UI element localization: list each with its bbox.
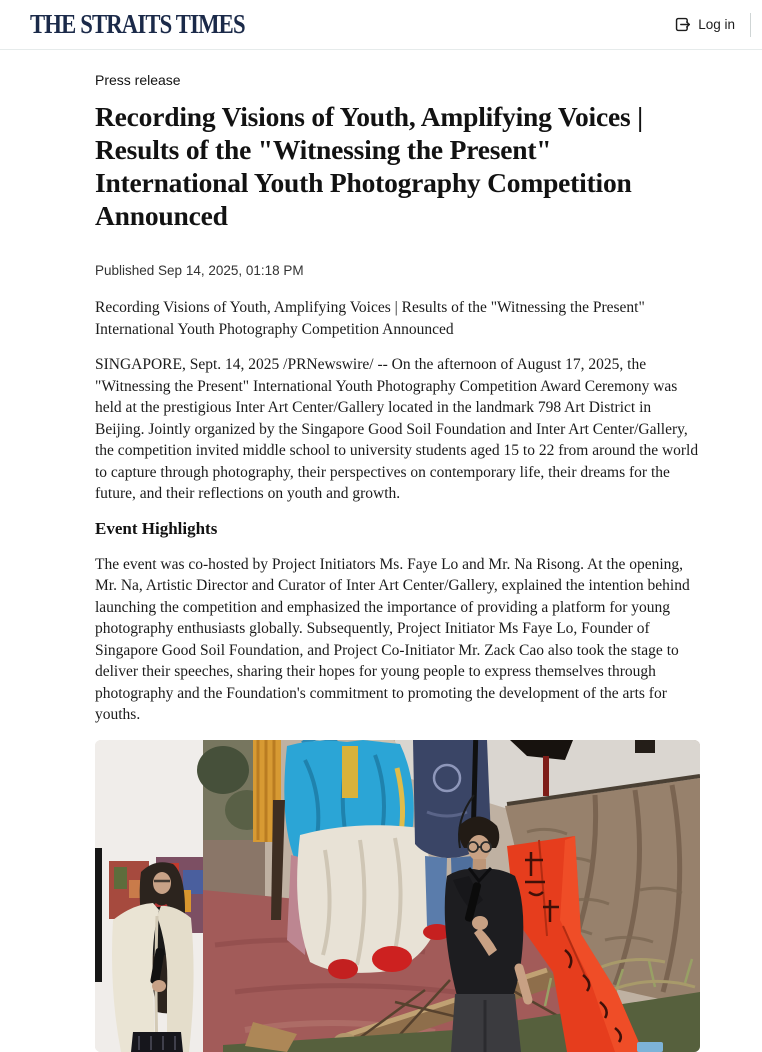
- header-actions: [672, 13, 751, 37]
- article-body: [95, 50, 700, 1052]
- article-paragraph: Recording Visions of Youth, Amplifying Voices | Results of the "Witnessing the Present" International Youth Photography Competition Announced: [95, 299, 645, 338]
- section-heading-event-highlights: Event Highlights: [95, 518, 218, 538]
- award-ceremony-photo: [95, 740, 700, 1052]
- article-title: Recording Visions of Youth, Amplifying Voices | Results of the "Witnessing the Present" International Youth Photography Competition Announced: [95, 101, 644, 231]
- header-divider: [750, 13, 751, 37]
- tv-screen-edge: [95, 848, 102, 982]
- brand-logo[interactable]: THE STRAITS TIMES: [30, 9, 245, 39]
- article-paragraph: SINGAPORE, Sept. 14, 2025 /PRNewswire/ -- On the afternoon of August 17, 2025, the "Witnessing the Present" International Youth Photography Competition Award Ceremony was held at the prestigious Inter Art Center/Gallery located in the landmark 798 Art District in Beijing. Jointly organized by the Singapore Good Soil Foundation and Inter Art Center/Gallery, the competition invited middle school to university students aged 15 to 22 from around the world to capture through photography, their perspectives on contemporary life, their dreams for the future, and their reflections on youth and growth.: [95, 356, 699, 502]
- login-icon: [674, 16, 691, 33]
- article-kicker: Press release: [95, 72, 181, 88]
- site-header: [0, 0, 762, 50]
- article-photo: [95, 740, 700, 1052]
- published-timestamp: Published Sep 14, 2025, 01:18 PM: [95, 263, 304, 278]
- article-paragraph: The event was co-hosted by Project Initiators Ms. Faye Lo and Mr. Na Risong. At the opening, Mr. Na, Artistic Director and Curator of Inter Art Center/Gallery, explained the intention behind launching the competition and emphasized the importance of providing a platform for young photography enthusiasts globally. Subsequently, Project Initiator Ms Faye Lo, Founder of Singapore Good Soil Foundation, and Project Co-Initiator Mr. Zack Cao also took the stage to deliver their speeches, sharing their hopes for young people to express themselves through photography and the Foundation's commitment to promoting the development of the arts for youths.: [95, 555, 690, 723]
- login-button[interactable]: [672, 14, 737, 35]
- login-label: Log in: [698, 17, 735, 32]
